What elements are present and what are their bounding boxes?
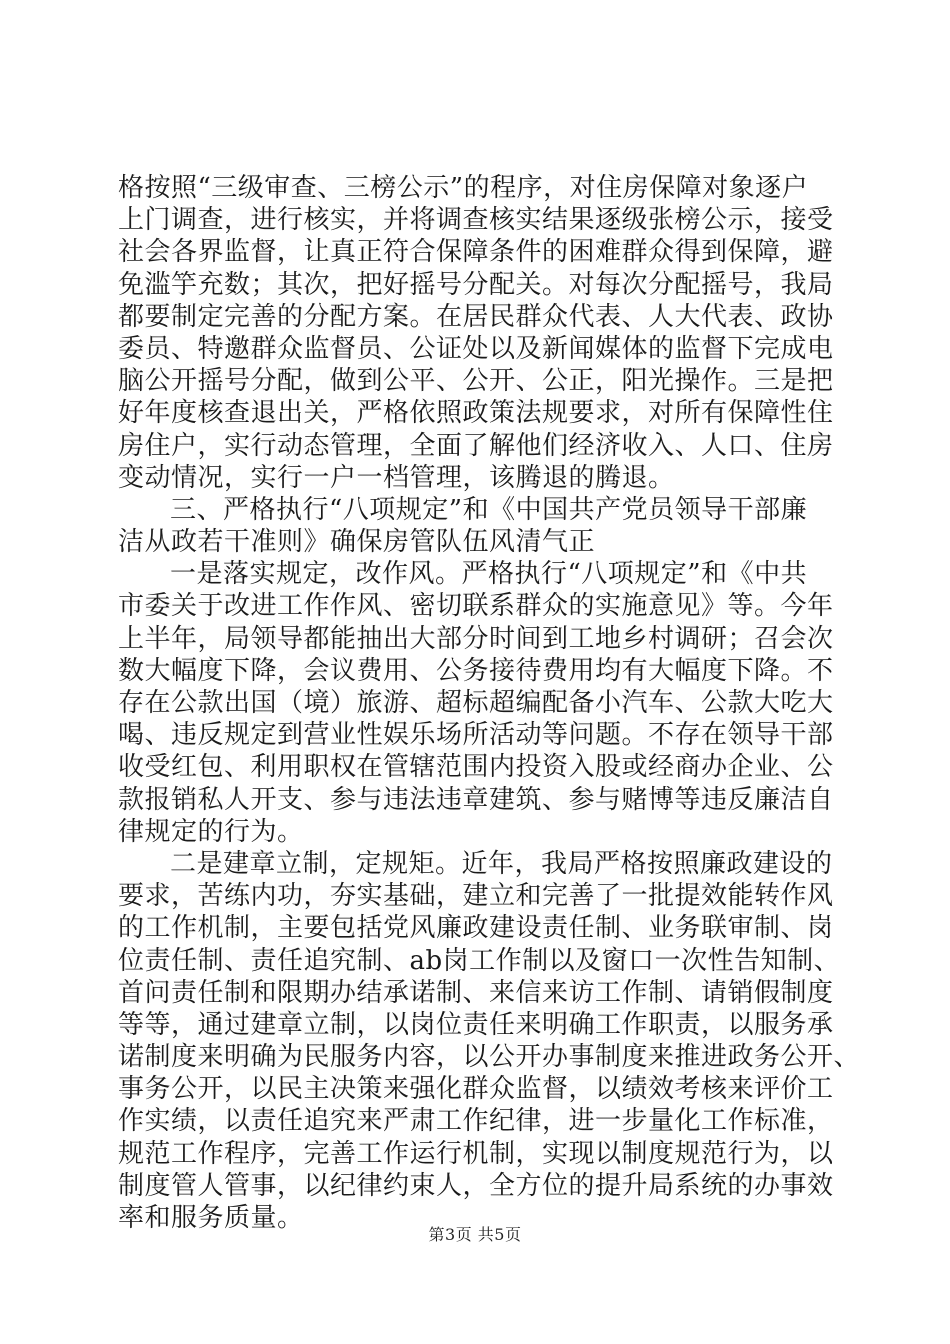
text-line: 免滥竽充数；其次，把好摇号分配关。对每次分配摇号，我局 — [118, 269, 834, 300]
text-line: 率和服务质量。 — [118, 1203, 304, 1233]
paragraph-start-line: 一是落实规定，改作风。严格执行“八项规定”和《中共 — [170, 559, 808, 590]
text-line: 洁从政若干准则》确保房管队伍风清气正 — [118, 527, 596, 558]
text-line: 诺制度来明确为民服务内容，以公开办事制度来推进政务公开、 — [118, 1042, 861, 1073]
text-line: 房住户，实行动态管理，全面了解他们经济收入、人口、住房 — [118, 430, 834, 461]
paragraph-start-line: 二是建章立制，定规矩。近年，我局严格按照廉政建设的 — [170, 848, 833, 879]
text-line: 位责任制、责任追究制、ab岗工作制以及窗口一次性告知制、 — [118, 945, 841, 976]
text-line: 市委关于改进工作作风、密切联系群众的实施意见》等。今年 — [118, 591, 834, 622]
text-line: 的工作机制，主要包括党风廉政建设责任制、业务联审制、岗 — [118, 913, 834, 944]
text-line: 委员、特邀群众监督员、公证处以及新闻媒体的监督下完成电 — [118, 333, 834, 364]
text-line: 收受红包、利用职权在管辖范围内投资入股或经商办企业、公 — [118, 752, 834, 783]
text-line: 首问责任制和限期办结承诺制、来信来访工作制、请销假制度 — [118, 977, 834, 1008]
text-line: 作实绩，以责任追究来严肃工作纪律，进一步量化工作标准， — [118, 1106, 834, 1137]
text-line: 事务公开，以民主决策来强化群众监督，以绩效考核来评价工 — [118, 1074, 834, 1105]
text-line: 律规定的行为。 — [118, 816, 304, 847]
text-line: 上半年，局领导都能抽出大部分时间到工地乡村调研；召会次 — [118, 623, 834, 654]
text-line: 数大幅度下降，会议费用、公务接待费用均有大幅度下降。不 — [118, 655, 834, 686]
text-line: 要求，苦练内功，夯实基础，建立和完善了一批提效能转作风 — [118, 881, 834, 912]
text-line: 上门调查，进行核实，并将调查核实结果逐级张榜公示，接受 — [118, 205, 834, 236]
paragraph-start-line: 三、严格执行“八项规定”和《中国共产党员领导干部廉 — [170, 494, 808, 525]
text-line: 社会各界监督，让真正符合保障条件的困难群众得到保障，避 — [118, 237, 834, 268]
text-line: 存在公款出国（境）旅游、超标超编配备小汽车、公款大吃大 — [118, 688, 834, 718]
text-line: 都要制定完善的分配方案。在居民群众代表、人大代表、政协 — [118, 301, 834, 332]
text-line: 喝、违反规定到营业性娱乐场所活动等问题。不存在领导干部 — [118, 720, 834, 751]
text-line: 等等，通过建章立制，以岗位责任来明确工作职责，以服务承 — [118, 1009, 834, 1040]
document-body — [118, 172, 861, 1234]
text-line: 变动情况，实行一户一档管理，该腾退的腾退。 — [118, 462, 675, 493]
text-line: 格按照“三级审查、三榜公示”的程序，对住房保障对象逐户 — [118, 173, 809, 203]
page-footer: 第3页 共5页 — [428, 1225, 522, 1244]
text-line: 脑公开摇号分配，做到公平、公开、公正，阳光操作。三是把 — [118, 366, 834, 397]
text-line: 款报销私人开支、参与违法违章建筑、参与赌博等违反廉洁自 — [118, 784, 834, 815]
text-line: 好年度核查退出关，严格依照政策法规要求，对所有保障性住 — [118, 398, 834, 429]
text-line: 规范工作程序，完善工作运行机制，实现以制度规范行为，以 — [118, 1138, 834, 1169]
text-line: 制度管人管事，以纪律约束人，全方位的提升局系统的办事效 — [118, 1170, 834, 1201]
